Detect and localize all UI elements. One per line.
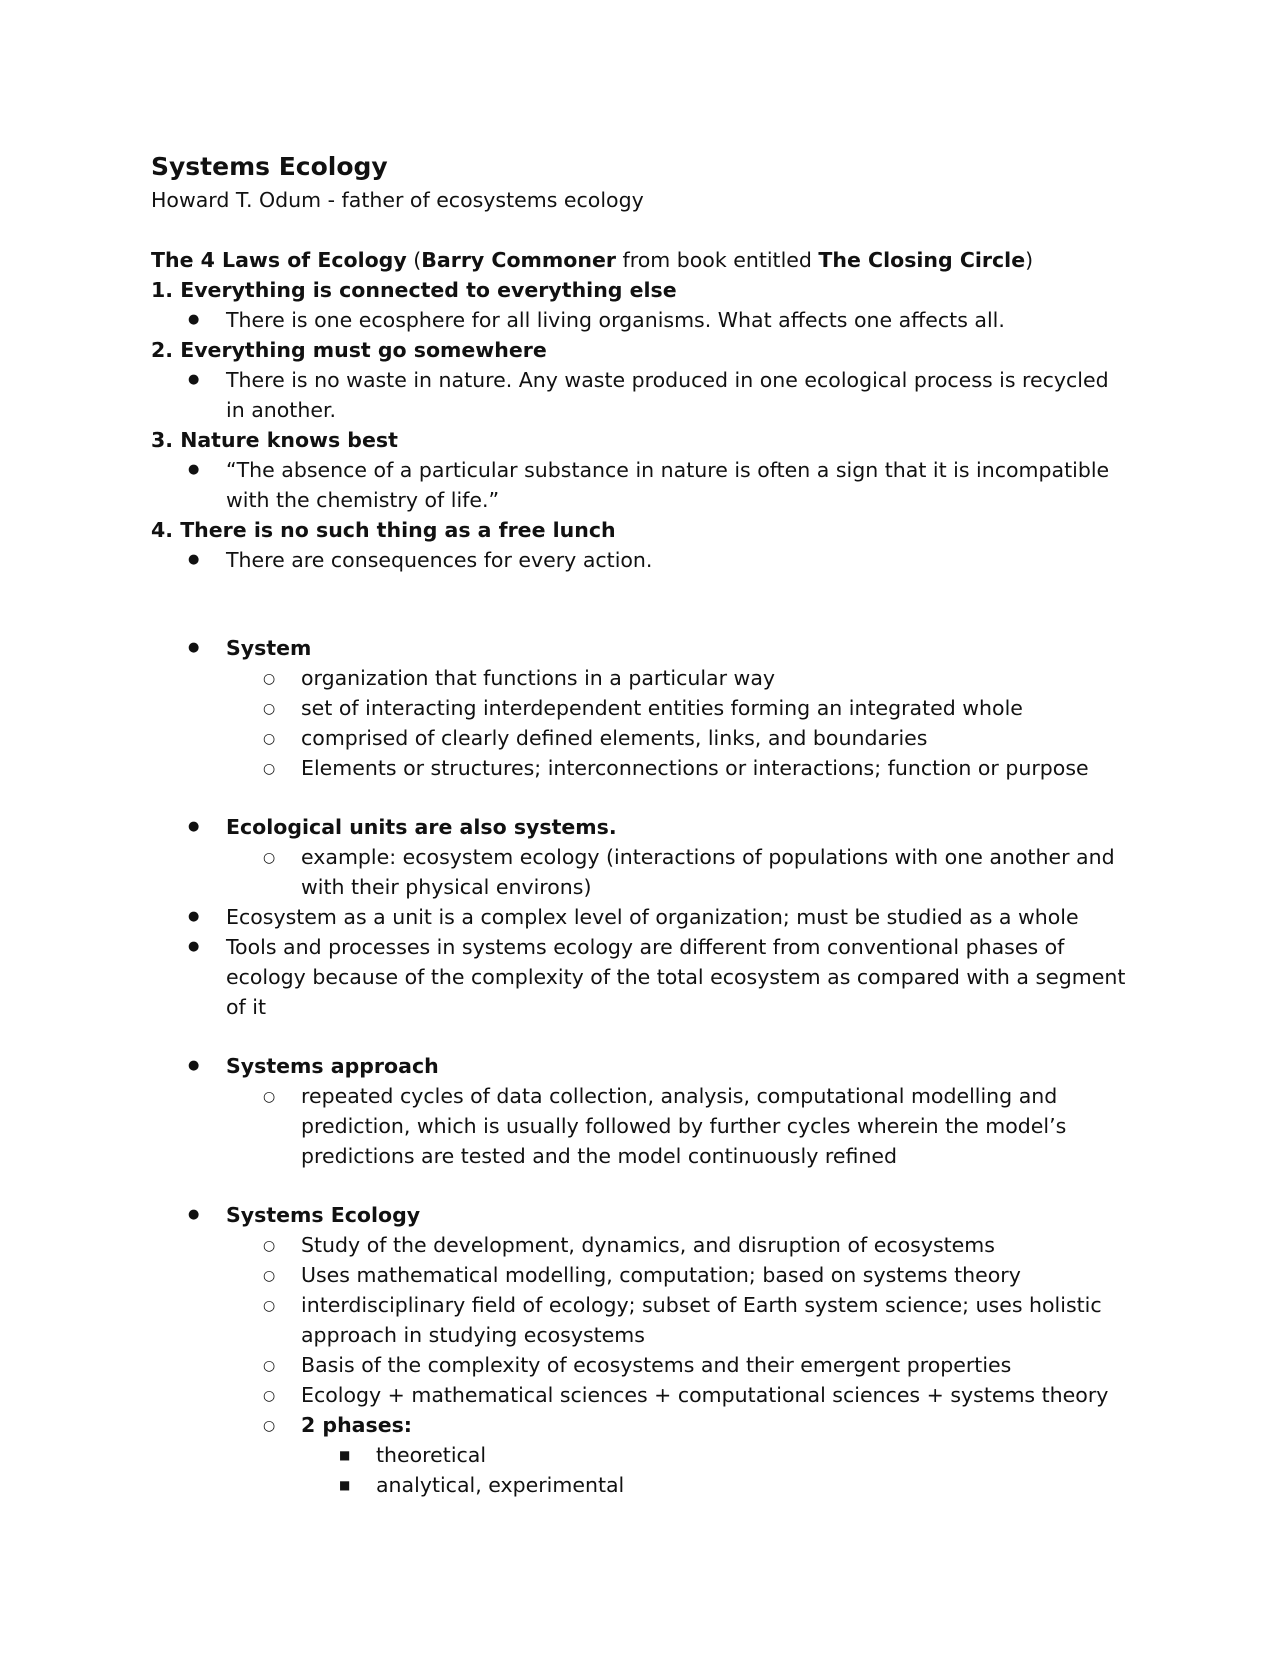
list-item xyxy=(151,932,1131,1022)
list-item-text: comprised of clearly defined elements, links, and boundaries xyxy=(301,726,928,750)
list-item xyxy=(301,1470,1131,1500)
list-item-text: “The absence of a particular substance in nature is often a sign that it is incompatible with the chemistry of life.” xyxy=(226,458,1110,512)
list-item-text: repeated cycles of data collection, analysis, computational modelling and prediction, which is usually followed by further cycles wherein the model’s predictions are tested and the model continuously refined xyxy=(301,1084,1067,1168)
circle-bullet-icon: ○ xyxy=(263,731,276,747)
ecological-units-sublist xyxy=(226,842,1131,902)
list-item xyxy=(226,1380,1131,1410)
list-item xyxy=(226,723,1131,753)
ecological-units-section xyxy=(151,812,1131,1022)
list-item xyxy=(226,1230,1131,1260)
bullet-icon: ● xyxy=(188,372,200,387)
systems-ecology-sublist xyxy=(226,1230,1131,1500)
list-item-text: set of interacting interdependent entities forming an integrated whole xyxy=(301,696,1023,720)
list-item xyxy=(226,1290,1131,1350)
circle-bullet-icon: ○ xyxy=(263,1238,276,1254)
list-item-text: There is no waste in nature. Any waste produced in one ecological process is recycled in another. xyxy=(226,368,1109,422)
list-item-text: There are consequences for every action. xyxy=(226,548,653,572)
circle-bullet-icon: ○ xyxy=(263,850,276,866)
list-item xyxy=(226,842,1131,902)
law-4-heading: 4. There is no such thing as a free lunch xyxy=(151,518,616,542)
bullet-icon: ● xyxy=(188,640,200,655)
systems-approach-label: Systems approach xyxy=(226,1054,439,1078)
laws-heading-book: The Closing Circle xyxy=(818,248,1026,272)
list-item xyxy=(151,365,1131,425)
list-item xyxy=(151,902,1131,932)
law-2-heading: 2. Everything must go somewhere xyxy=(151,338,547,362)
list-item-text: theoretical xyxy=(376,1443,487,1467)
list-item-text: Ecosystem as a unit is a complex level of organization; must be studied as a whole xyxy=(226,905,1079,929)
laws-heading-author: Barry Commoner xyxy=(421,248,616,272)
square-bullet-icon: ■ xyxy=(339,1478,351,1492)
bullet-icon: ● xyxy=(188,939,200,954)
list-item xyxy=(226,1350,1131,1380)
list-item xyxy=(151,455,1131,515)
document-body xyxy=(151,150,1131,1500)
list-item-text: interdisciplinary field of ecology; subset of Earth system science; uses holistic approach in studying ecosystems xyxy=(301,1293,1102,1347)
system-section xyxy=(151,633,1131,783)
laws-heading-connector: from book entitled xyxy=(615,248,819,272)
circle-bullet-icon: ○ xyxy=(263,1358,276,1374)
circle-bullet-icon: ○ xyxy=(263,1298,276,1314)
list-item-text: Tools and processes in systems ecology are different from conventional phases of ecology because of the complexity of the total ecosystem as compared with a segment of it xyxy=(226,935,1126,1019)
phases-sublist xyxy=(301,1440,1131,1500)
system-sublist xyxy=(226,663,1131,783)
list-item xyxy=(226,753,1131,783)
phases-label: 2 phases: xyxy=(301,1413,413,1437)
list-item xyxy=(151,1200,1131,1500)
circle-bullet-icon: ○ xyxy=(263,1388,276,1404)
bullet-icon: ● xyxy=(188,909,200,924)
list-item-text: Study of the development, dynamics, and disruption of ecosystems xyxy=(301,1233,995,1257)
bullet-icon: ● xyxy=(188,1207,200,1222)
law-3-list xyxy=(151,455,1131,515)
list-item xyxy=(151,1051,1131,1171)
list-item xyxy=(226,693,1131,723)
systems-ecology-section xyxy=(151,1200,1131,1500)
square-bullet-icon: ■ xyxy=(339,1448,351,1462)
systems-approach-section xyxy=(151,1051,1131,1171)
list-item-text: example: ecosystem ecology (interactions of populations with one another and with their physical environs) xyxy=(301,845,1115,899)
laws-heading-paren-open: ( xyxy=(406,248,422,272)
bullet-icon: ● xyxy=(188,819,200,834)
system-label: System xyxy=(226,636,312,660)
list-item-text: organization that functions in a particular way xyxy=(301,666,776,690)
law-3-heading: 3. Nature knows best xyxy=(151,428,398,452)
page-title: Systems Ecology xyxy=(151,152,388,181)
bullet-icon: ● xyxy=(188,312,200,327)
systems-approach-sublist xyxy=(226,1081,1131,1171)
circle-bullet-icon: ○ xyxy=(263,671,276,687)
circle-bullet-icon: ○ xyxy=(263,1089,276,1105)
circle-bullet-icon: ○ xyxy=(263,761,276,777)
list-item xyxy=(301,1440,1131,1470)
systems-ecology-label: Systems Ecology xyxy=(226,1203,421,1227)
list-item-text: Ecology + mathematical sciences + computational sciences + systems theory xyxy=(301,1383,1109,1407)
list-item-text: Uses mathematical modelling, computation; based on systems theory xyxy=(301,1263,1021,1287)
bullet-icon: ● xyxy=(188,462,200,477)
bullet-icon: ● xyxy=(188,1058,200,1073)
laws-heading-paren-close: ) xyxy=(1025,248,1034,272)
list-item-text: Elements or structures; interconnections or interactions; function or purpose xyxy=(301,756,1089,780)
laws-heading-title: The 4 Laws of Ecology xyxy=(151,248,407,272)
page-subtitle: Howard T. Odum - father of ecosystems ecology xyxy=(151,188,644,212)
law-1-heading: 1. Everything is connected to everything else xyxy=(151,278,677,302)
list-item xyxy=(226,663,1131,693)
list-item xyxy=(226,1081,1131,1171)
list-item xyxy=(151,812,1131,902)
law-4-list xyxy=(151,545,1131,575)
list-item xyxy=(151,545,1131,575)
list-item-text: There is one ecosphere for all living organisms. What affects one affects all. xyxy=(226,308,1005,332)
circle-bullet-icon: ○ xyxy=(263,1268,276,1284)
circle-bullet-icon: ○ xyxy=(263,701,276,717)
list-item xyxy=(226,1410,1131,1500)
ecological-units-label: Ecological units are also systems. xyxy=(226,815,617,839)
list-item-text: analytical, experimental xyxy=(376,1473,625,1497)
list-item xyxy=(151,633,1131,783)
list-item xyxy=(151,305,1131,335)
laws-heading xyxy=(151,245,1131,275)
bullet-icon: ● xyxy=(188,552,200,567)
list-item-text: Basis of the complexity of ecosystems and their emergent properties xyxy=(301,1353,1012,1377)
law-2-list xyxy=(151,365,1131,425)
list-item xyxy=(226,1260,1131,1290)
circle-bullet-icon: ○ xyxy=(263,1418,276,1434)
law-1-list xyxy=(151,305,1131,335)
